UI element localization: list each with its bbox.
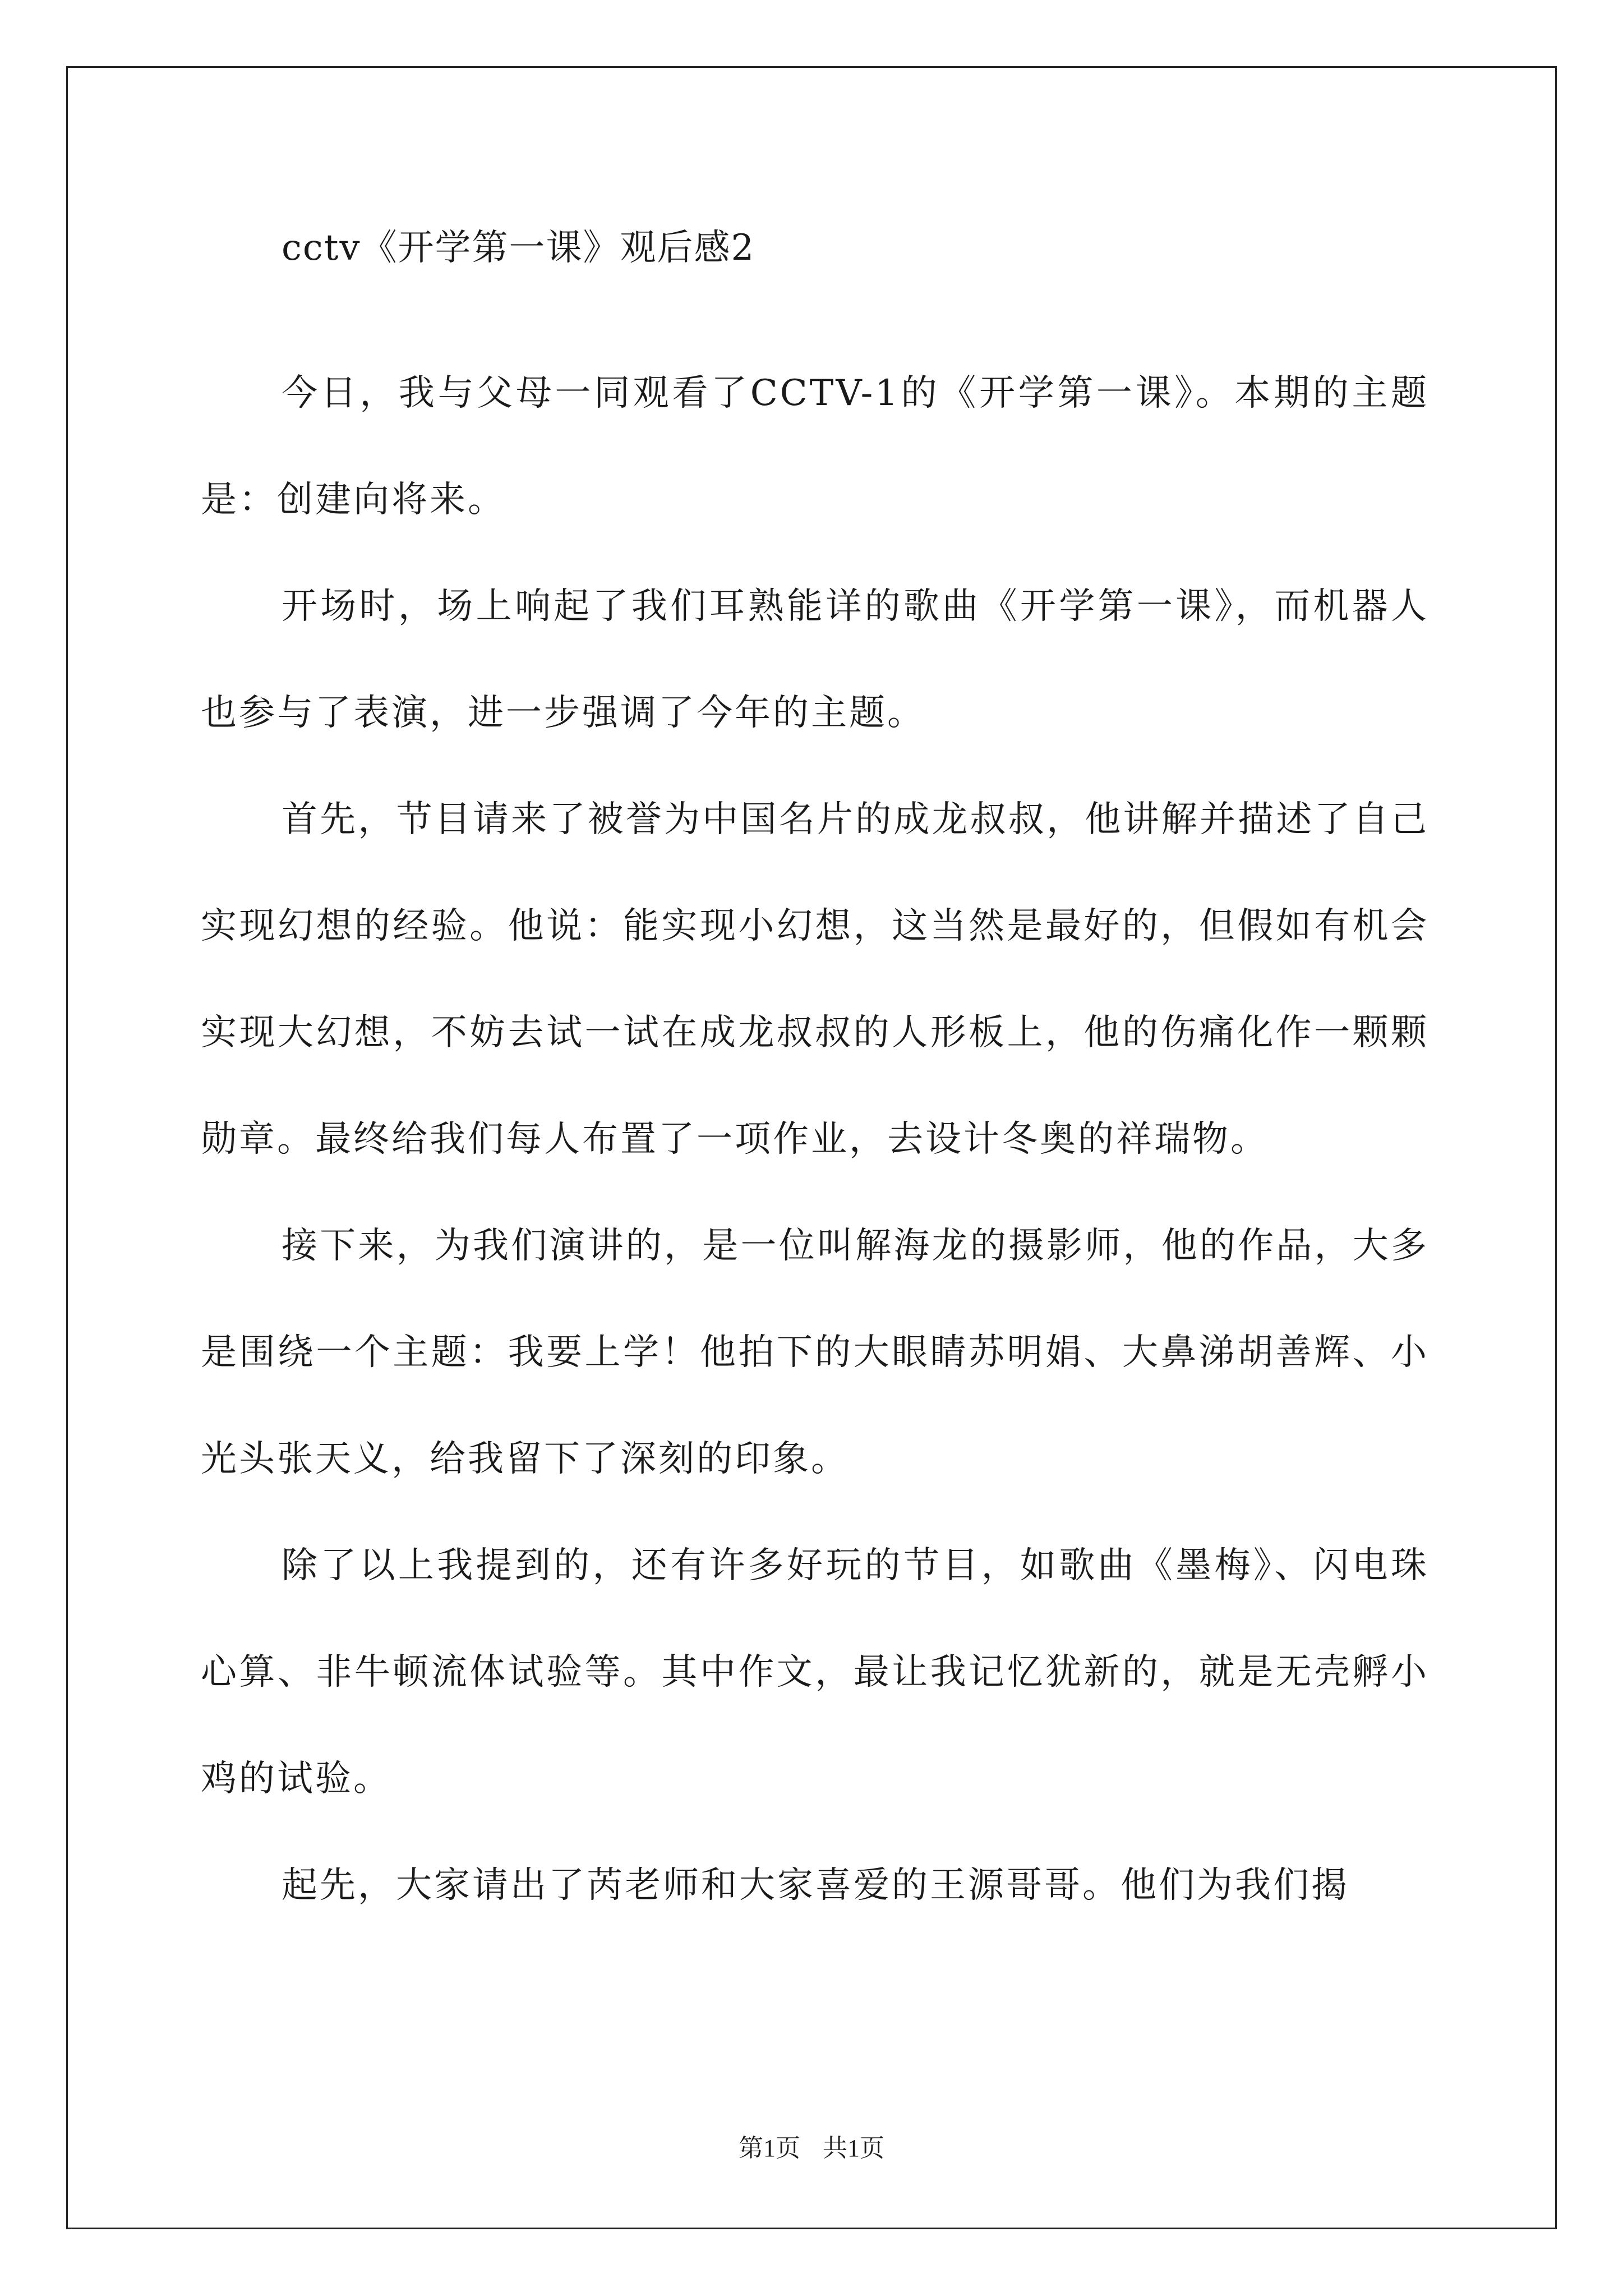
page-total: 共1页: [823, 2134, 884, 2162]
paragraph-3: 首先，节目请来了被誉为中国名片的成龙叔叔，他讲解并描述了自己实现幻想的经验。他说：能实现小幻想，这当然是最好的，但假如有机会实现大幻想，不妨去试一试在成龙叔叔的人形板上，他的伤痛化作一颗颗勋章。最终给我们每人布置了一项作业，去设计冬奥的祥瑞物。: [201, 799, 1429, 1160]
paragraph-2: 开场时，场上响起了我们耳熟能详的歌曲《开学第一课》，而机器人也参与了表演，进一步强调了今年的主题。: [201, 586, 1429, 734]
page-number: 第1页: [739, 2134, 800, 2162]
page-footer: [0, 2132, 1623, 2165]
paragraph-4: 接下来，为我们演讲的，是一位叫解海龙的摄影师，他的作品，大多是围绕一个主题：我要上学！他拍下的大眼睛苏明娟、大鼻涕胡善辉、小光头张天义，给我留下了深刻的印象。: [201, 1225, 1429, 1480]
document-title: cctv《开学第一课》观后感2: [282, 227, 755, 269]
paragraph-5: 除了以上我提到的，还有许多好玩的节目，如歌曲《墨梅》、闪电珠心算、非牛顿流体试验等。其中作文，最让我记忆犹新的，就是无壳孵小鸡的试验。: [201, 1545, 1429, 1800]
document-body: [201, 222, 1429, 1939]
paragraph-1: 今日，我与父母一同观看了CCTV-1的《开学第一课》。本期的主题是：创建向将来。: [201, 372, 1429, 521]
paragraph-6: 起先，大家请出了芮老师和大家喜爱的王源哥哥。他们为我们揭: [282, 1865, 1349, 1906]
